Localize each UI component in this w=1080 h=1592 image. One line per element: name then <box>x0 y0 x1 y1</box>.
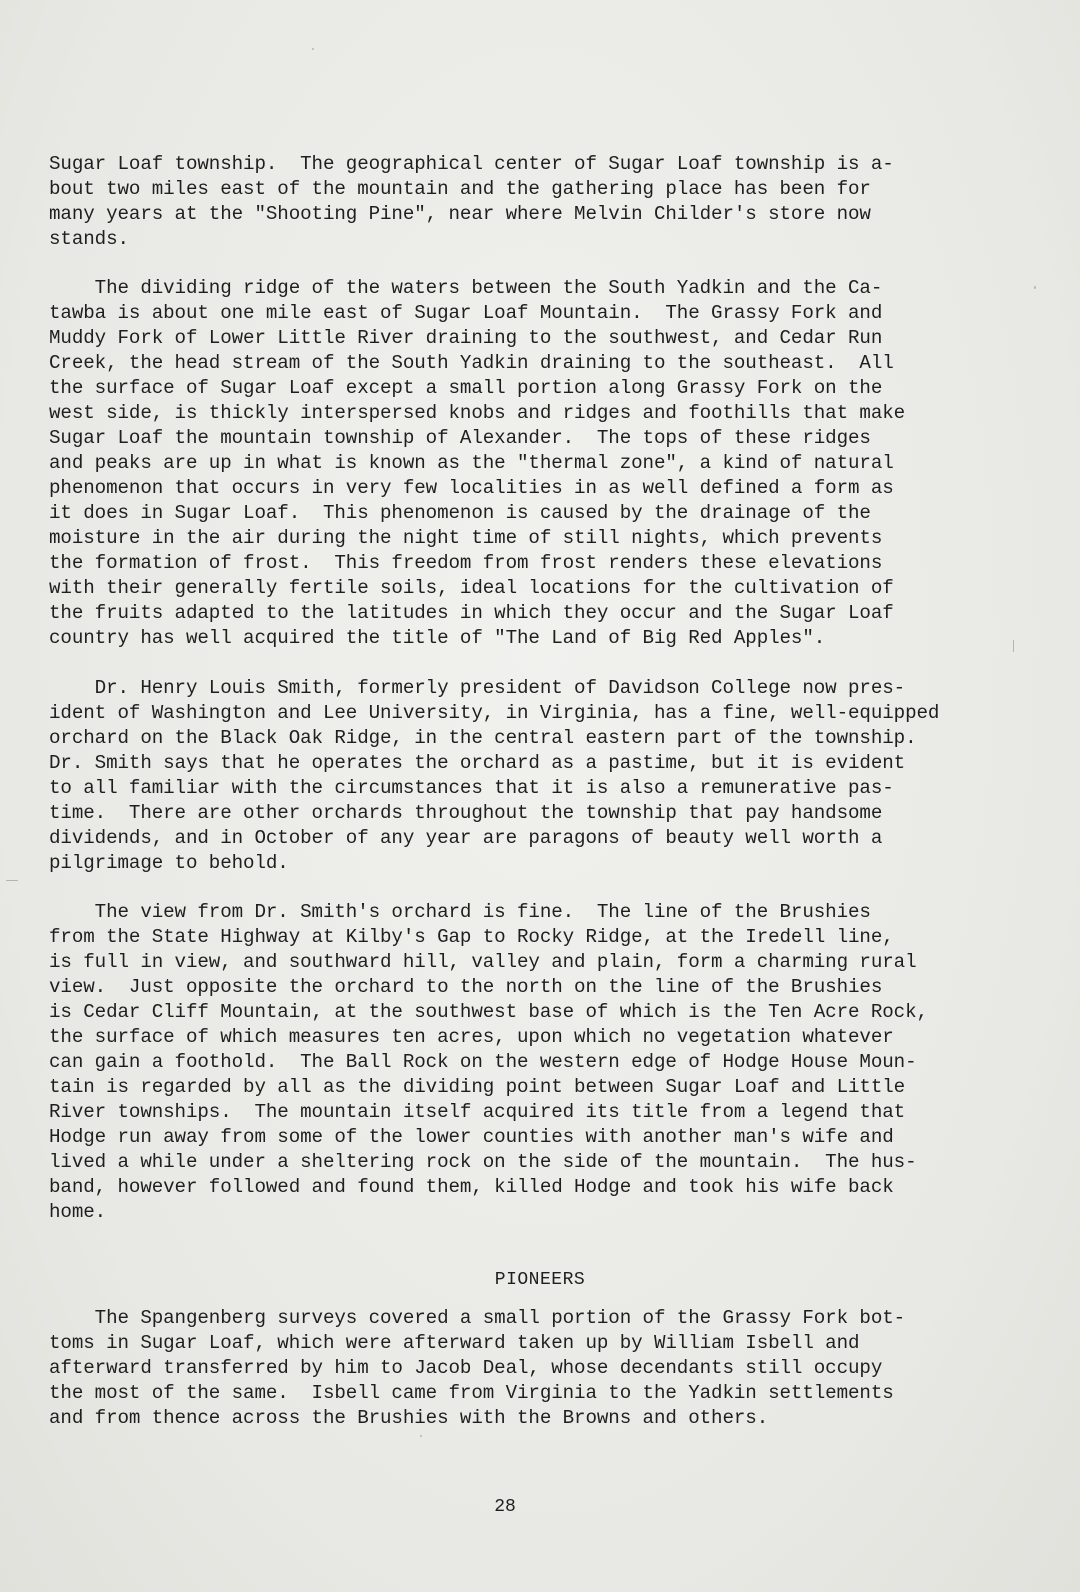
page-number: 28 <box>494 1497 516 1517</box>
text-line: and peaks are up in what is known as the "thermal zone", a kind of natural <box>49 452 894 474</box>
text-line: Hodge run away from some of the lower counties with another man's wife and <box>49 1126 894 1148</box>
text-line: can gain a foothold. The Ball Rock on the western edge of Hodge House Moun- <box>49 1051 917 1073</box>
text-line: with their generally fertile soils, ideal locations for the cultivation of <box>49 577 894 599</box>
scan-speck <box>1013 640 1014 652</box>
text-line: the surface of Sugar Loaf except a small portion along Grassy Fork on the <box>49 377 883 399</box>
text-line: is Cedar Cliff Mountain, at the southwest base of which is the Ten Acre Rock, <box>49 1001 928 1023</box>
text-line: pilgrimage to behold. <box>49 852 289 874</box>
text-line: Dr. Henry Louis Smith, formerly president of Davidson College now pres- <box>49 677 906 699</box>
text-line: home. <box>49 1201 107 1223</box>
text-line: ident of Washington and Lee University, in Virginia, has a fine, well-equipped <box>49 702 940 724</box>
text-line: toms in Sugar Loaf, which were afterward taken up by William Isbell and <box>49 1332 860 1354</box>
text-line: band, however followed and found them, killed Hodge and took his wife back <box>49 1176 894 1198</box>
text-line: view. Just opposite the orchard to the north on the line of the Brushies <box>49 976 883 998</box>
text-line: to all familiar with the circumstances that it is also a remunerative pas- <box>49 777 894 799</box>
text-line: phenomenon that occurs in very few localities in as well defined a form as <box>49 477 894 499</box>
text-line: moisture in the air during the night time of still nights, which prevents <box>49 527 883 549</box>
scan-speck <box>420 1435 422 1437</box>
text-line: Sugar Loaf the mountain township of Alexander. The tops of these ridges <box>49 427 871 449</box>
text-line: lived a while under a sheltering rock on the side of the mountain. The hus- <box>49 1151 917 1173</box>
text-line: Muddy Fork of Lower Little River draining to the southwest, and Cedar Run <box>49 327 883 349</box>
text-line: afterward transferred by him to Jacob Deal, whose decendants still occupy <box>49 1357 883 1379</box>
text-line: from the State Highway at Kilby's Gap to Rocky Ridge, at the Iredell line, <box>49 926 894 948</box>
text-line: time. There are other orchards throughout the township that pay handsome <box>49 802 883 824</box>
text-line: it does in Sugar Loaf. This phenomenon is caused by the drainage of the <box>49 502 871 524</box>
text-line: the surface of which measures ten acres, upon which no vegetation whatever <box>49 1026 894 1048</box>
scan-speck <box>312 48 314 50</box>
text-line: orchard on the Black Oak Ridge, in the central eastern part of the township. <box>49 727 917 749</box>
paragraph-spangenberg-surveys <box>49 1306 964 1431</box>
text-line: is full in view, and southward hill, valley and plain, form a charming rural <box>49 951 917 973</box>
text-line: The Spangenberg surveys covered a small portion of the Grassy Fork bot- <box>49 1307 906 1329</box>
text-line: Creek, the head stream of the South Yadkin draining to the southeast. All <box>49 352 894 374</box>
text-line: The view from Dr. Smith's orchard is fine. The line of the Brushies <box>49 901 871 923</box>
text-line: many years at the "Shooting Pine", near where Melvin Childer's store now <box>49 203 871 225</box>
text-line: The dividing ridge of the waters between the South Yadkin and the Ca- <box>49 277 883 299</box>
section-heading: PIONEERS <box>494 1270 586 1290</box>
text-line: tawba is about one mile east of Sugar Loaf Mountain. The Grassy Fork and <box>49 302 883 324</box>
text-line: country has well acquired the title of "The Land of Big Red Apples". <box>49 627 826 649</box>
text-line: Dr. Smith says that he operates the orchard as a pastime, but it is evident <box>49 752 906 774</box>
paragraph-orchard-view <box>49 900 964 1225</box>
text-line: bout two miles east of the mountain and the gathering place has been for <box>49 178 871 200</box>
scan-speck <box>1034 286 1036 289</box>
text-line: dividends, and in October of any year are paragons of beauty well worth a <box>49 827 883 849</box>
text-line: tain is regarded by all as the dividing point between Sugar Loaf and Little <box>49 1076 906 1098</box>
paragraph-dividing-ridge <box>49 276 964 651</box>
paragraph-dr-smith-orchard <box>49 676 964 876</box>
text-line: the fruits adapted to the latitudes in which they occur and the Sugar Loaf <box>49 602 894 624</box>
paragraph-sugar-loaf-township <box>49 152 964 252</box>
text-line: Sugar Loaf township. The geographical center of Sugar Loaf township is a- <box>49 153 894 175</box>
text-line: stands. <box>49 228 129 250</box>
scan-speck <box>6 880 18 881</box>
text-line: the formation of frost. This freedom from frost renders these elevations <box>49 552 883 574</box>
text-line: the most of the same. Isbell came from Virginia to the Yadkin settlements <box>49 1382 894 1404</box>
text-line: River townships. The mountain itself acquired its title from a legend that <box>49 1101 906 1123</box>
text-line: west side, is thickly interspersed knobs and ridges and foothills that make <box>49 402 906 424</box>
text-line: and from thence across the Brushies with the Browns and others. <box>49 1407 769 1429</box>
